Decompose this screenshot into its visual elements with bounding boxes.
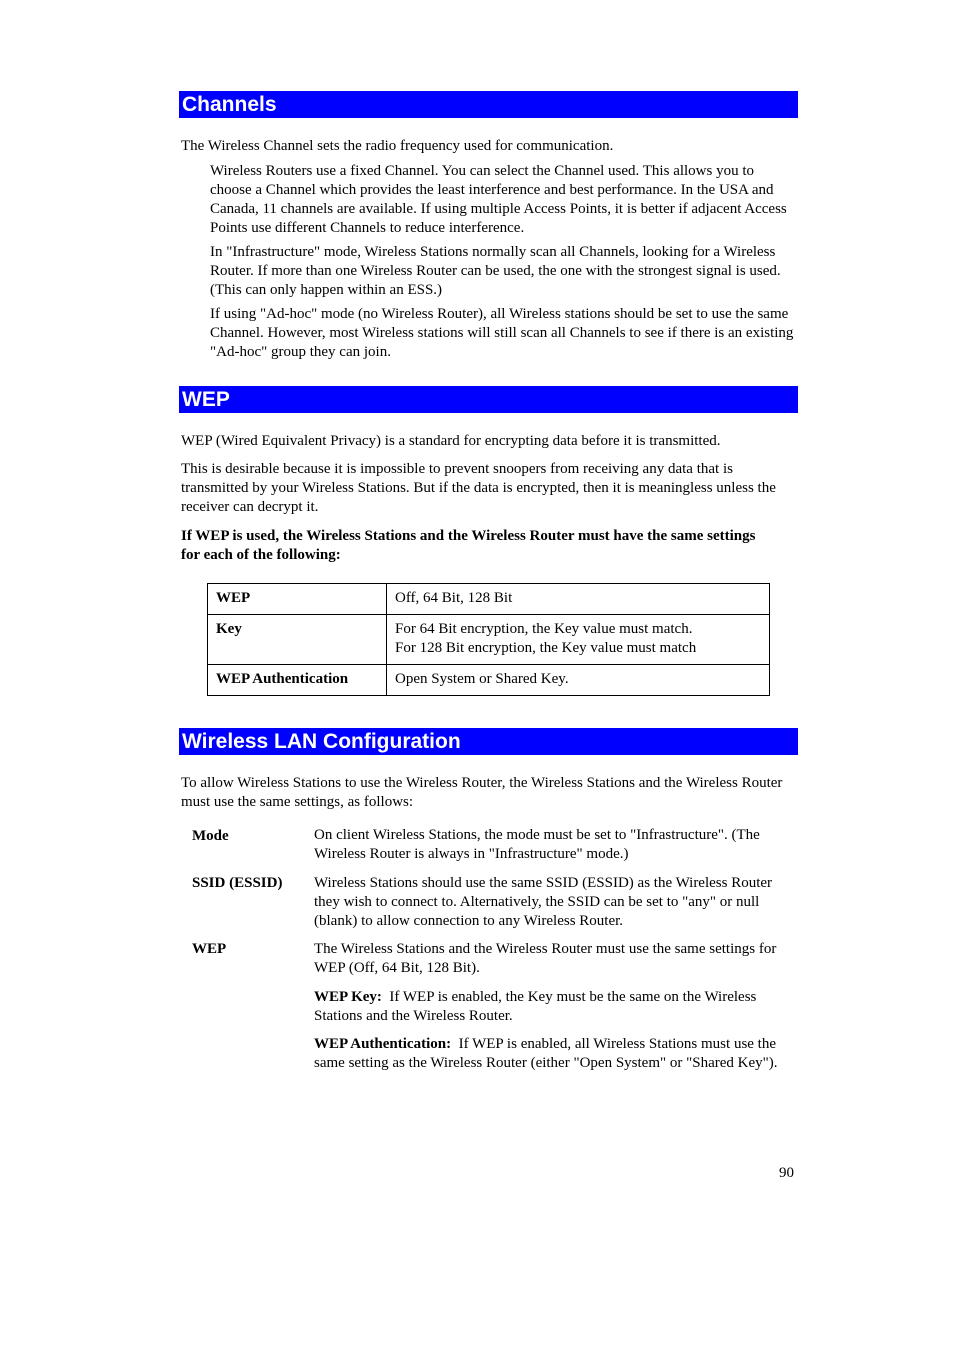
table-key: WEP xyxy=(208,584,387,615)
table-row xyxy=(208,615,770,665)
table-value: For 64 Bit encryption, the Key value must match. For 128 Bit encryption, the Key value must match xyxy=(387,615,770,665)
setting-desc-wep: The Wireless Stations and the Wireless Router must use the same settings for WEP (Off, 64 Bit, 128 Bit). xyxy=(314,941,777,976)
table-value: Off, 64 Bit, 128 Bit xyxy=(387,584,770,615)
setting-label-mode: Mode xyxy=(192,828,229,844)
section-heading-wlan xyxy=(179,728,798,755)
wlan-intro: To allow Wireless Stations to use the Wireless Router, the Wireless Stations and the Wireless Router must use the same settings, as follows: xyxy=(181,775,783,810)
section-title: Channels xyxy=(182,93,277,116)
section-title: Wireless LAN Configuration xyxy=(182,730,461,753)
setting-label-wep: WEP xyxy=(192,941,227,957)
section-heading-wep xyxy=(179,386,798,413)
channels-intro: The Wireless Channel sets the radio frequency used for communication. xyxy=(181,138,614,154)
wep-paragraph-2: This is desirable because it is impossible to prevent snoopers from receiving any data that is transmitted by your Wireless Stations. But if the data is encrypted, then it is meaningless unless the receiver can decrypt it. xyxy=(181,461,776,515)
section-title: WEP xyxy=(182,388,230,411)
setting-desc-wep-key: WEP Key: If WEP is enabled, the Key must be the same on the Wireless Stations and the Wireless Router. xyxy=(314,989,757,1024)
wep-auth-label: WEP Authentication: xyxy=(314,1036,452,1052)
wep-settings-table xyxy=(207,583,770,696)
channels-paragraph-2: In "Infrastructure" mode, Wireless Stations normally scan all Channels, looking for a Wireless Router. If more than one Wireless Router can be used, the one with the strongest signal is used. (This can only happen within an ESS.) xyxy=(210,244,781,298)
setting-label-ssid: SSID (ESSID) xyxy=(192,875,283,891)
setting-desc-mode: On client Wireless Stations, the mode must be set to "Infrastructure". (The Wireless Router is always in "Infrastructure" mode.) xyxy=(314,827,760,862)
table-key: WEP Authentication xyxy=(208,665,387,696)
table-value: Open System or Shared Key. xyxy=(387,665,770,696)
channels-paragraph-1: Wireless Routers use a fixed Channel. You can select the Channel used. This allows you to choose a Channel which provides the least interference and best performance. In the USA and Canada, 11 channels are available. If using multiple Access Points, it is better if adjacent Access Points use different Channels to reduce interference. xyxy=(210,163,787,236)
table-key: Key xyxy=(208,615,387,665)
page-number: 90 xyxy=(779,1165,794,1181)
setting-desc-wep-auth: WEP Authentication: If WEP is enabled, all Wireless Stations must use the same setting as the Wireless Router (either "Open System" or "Shared Key"). xyxy=(314,1036,778,1071)
section-heading-channels xyxy=(179,91,798,118)
table-row xyxy=(208,584,770,615)
wep-key-label: WEP Key: xyxy=(314,989,382,1005)
table-row xyxy=(208,665,770,696)
channels-paragraph-3: If using "Ad-hoc" mode (no Wireless Router), all Wireless stations should be set to use the same Channel. However, most Wireless stations will still scan all Channels to see if there is an existing "Ad-hoc" group they can join. xyxy=(210,306,794,360)
setting-desc-ssid: Wireless Stations should use the same SSID (ESSID) as the Wireless Router they wish to connect to. Alternatively, the SSID can be set to "any" or null (blank) to allow connection to any Wireless Router. xyxy=(314,875,773,929)
wep-bold-note: If WEP is used, the Wireless Stations and the Wireless Router must have the same settings for each of the following: xyxy=(181,528,756,563)
wep-paragraph-1: WEP (Wired Equivalent Privacy) is a standard for encrypting data before it is transmitted. xyxy=(181,433,721,449)
